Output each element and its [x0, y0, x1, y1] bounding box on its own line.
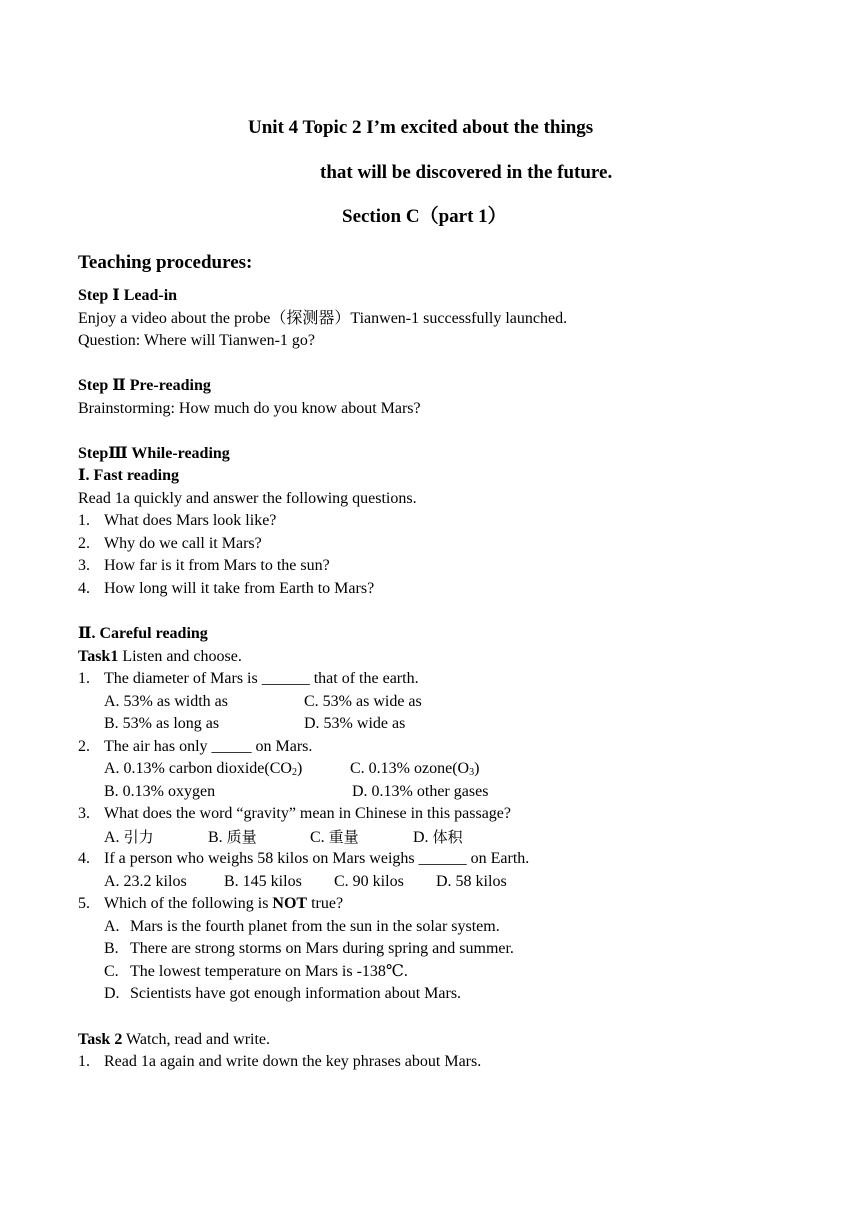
option-label: B.: [208, 829, 223, 846]
q1-option-b: B. 53% as long as: [104, 715, 220, 732]
fast-reading-heading: Ⅰ. Fast reading: [78, 467, 179, 484]
option-text: The lowest temperature on Mars is -138℃.: [130, 963, 408, 980]
q5-option-d: [104, 984, 461, 1004]
task1-text: Listen and choose.: [118, 648, 242, 665]
task2-text: Watch, read and write.: [122, 1031, 271, 1048]
option-text: There are strong storms on Mars during spring and summer.: [130, 940, 514, 957]
teaching-procedures-heading: Teaching procedures:: [78, 252, 253, 273]
fast-question-1: [78, 511, 276, 531]
q2-option-a-close: ): [296, 760, 303, 777]
q1-option-c: C. 53% as wide as: [304, 693, 422, 710]
step2-line-1: Brainstorming: How much do you know about Mars?: [78, 400, 421, 417]
question-number: 1.: [78, 1053, 90, 1070]
q3-option-b: [208, 827, 257, 848]
q4-option-c: C. 90 kilos: [334, 873, 404, 890]
option-text: 体积: [432, 828, 463, 846]
question-number: 4.: [78, 580, 90, 597]
q2-option-a: [104, 759, 302, 779]
question-text: Read 1a again and write down the key phrases about Mars.: [104, 1053, 482, 1070]
q2-option-c-close: ): [474, 760, 480, 777]
question-text: Why do we call it Mars?: [104, 535, 262, 552]
q4-option-b: B. 145 kilos: [224, 873, 302, 890]
q4-option-a: A. 23.2 kilos: [104, 873, 187, 890]
q4-option-d: D. 58 kilos: [436, 873, 507, 890]
careful-question-5: [78, 894, 343, 914]
question-number: 2.: [78, 738, 90, 755]
step2-heading: Step Ⅱ Pre-reading: [78, 377, 211, 394]
title-line-2: that will be discovered in the future.: [320, 162, 613, 183]
fast-question-3: [78, 556, 330, 576]
q5-option-b: [104, 939, 514, 959]
option-text: 引力: [123, 828, 154, 846]
q1-option-a: A. 53% as width as: [104, 693, 228, 710]
question-text: How far is it from Mars to the sun?: [104, 557, 330, 574]
question-text: If a person who weighs 58 kilos on Mars weighs ______ on Earth.: [104, 850, 530, 867]
fast-question-2: [78, 534, 262, 554]
q3-option-c: [310, 827, 359, 848]
q2-option-a-subscript: 2: [291, 767, 297, 778]
question-number: 1.: [78, 670, 90, 687]
task1-line: [78, 647, 242, 667]
question-text: How long will it take from Earth to Mars?: [104, 580, 375, 597]
step3-heading: StepⅢ While-reading: [78, 445, 230, 462]
careful-question-4: [78, 849, 529, 869]
q5-option-c: [104, 962, 408, 982]
option-text: Scientists have got enough information about Mars.: [130, 985, 462, 1002]
question-text: What does the word “gravity” mean in Chinese in this passage?: [104, 805, 511, 822]
question-number: 5.: [78, 895, 90, 912]
option-label: C.: [104, 963, 119, 980]
task2-question-1: [78, 1052, 481, 1072]
task1-label: Task1: [78, 648, 119, 665]
option-text: 重量: [328, 828, 359, 846]
question-text: Which of the following is: [104, 895, 273, 912]
option-label: C.: [310, 829, 325, 846]
option-label: A.: [104, 829, 120, 846]
option-label: D.: [104, 985, 120, 1002]
task2-line: [78, 1030, 270, 1050]
question-number: 3.: [78, 805, 90, 822]
question-emphasis: NOT: [272, 895, 308, 912]
q1-option-d: D. 53% wide as: [304, 715, 406, 732]
question-text-end: true?: [307, 895, 344, 912]
question-number: 3.: [78, 557, 90, 574]
q2-option-c-text: C. 0.13% ozone(O: [350, 760, 470, 777]
q2-option-b: B. 0.13% oxygen: [104, 783, 216, 800]
question-number: 4.: [78, 850, 90, 867]
option-text: 质量: [226, 828, 257, 846]
title-line-1: Unit 4 Topic 2 I’m excited about the things: [248, 117, 594, 138]
step1-heading: Step Ⅰ Lead-in: [78, 287, 178, 304]
option-text: Mars is the fourth planet from the sun in the solar system.: [130, 918, 500, 935]
careful-question-2: [78, 737, 312, 757]
step1-line-2: Question: Where will Tianwen-1 go?: [78, 332, 316, 349]
option-label: B.: [104, 940, 119, 957]
question-text: The diameter of Mars is ______ that of the earth.: [104, 670, 419, 687]
question-text: The air has only _____ on Mars.: [104, 738, 313, 755]
step1-line-1: Enjoy a video about the probe（探测器）Tianwen-1 successfully launched.: [78, 310, 568, 327]
q2-option-c-subscript: 3: [469, 767, 475, 778]
section-title: Section C（part 1）: [342, 206, 507, 227]
question-number: 2.: [78, 535, 90, 552]
fast-question-4: [78, 579, 374, 599]
task2-label: Task 2: [78, 1031, 123, 1048]
q3-option-d: [413, 827, 463, 848]
question-number: 1.: [78, 512, 90, 529]
careful-question-3: [78, 804, 511, 824]
fast-reading-intro: Read 1a quickly and answer the following questions.: [78, 490, 417, 507]
question-text: What does Mars look like?: [104, 512, 277, 529]
careful-question-1: [78, 669, 419, 689]
q3-option-a: [104, 827, 154, 848]
q2-option-d: D. 0.13% other gases: [352, 783, 489, 800]
option-label: A.: [104, 918, 120, 935]
q2-option-c: [350, 759, 479, 779]
q2-option-a-text: A. 0.13% carbon dioxide(CO: [104, 760, 292, 777]
q5-option-a: [104, 917, 500, 937]
option-label: D.: [413, 829, 429, 846]
careful-reading-heading: Ⅱ. Careful reading: [78, 625, 208, 642]
